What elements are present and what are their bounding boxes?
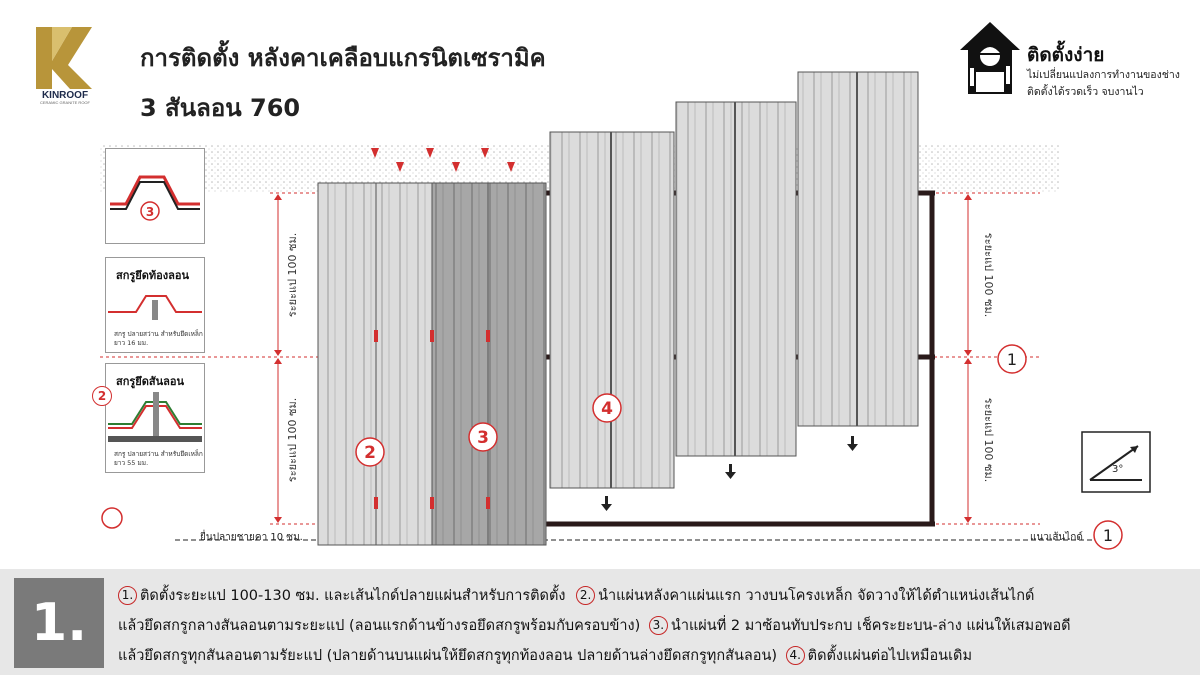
detail-box-crest-screw bbox=[105, 363, 205, 473]
box2-title: สกรูยึดท้องลอน bbox=[116, 269, 189, 282]
dim-left-top: ระยะแป 100 ซม. bbox=[286, 232, 299, 318]
marker-1-right: 1 bbox=[1006, 350, 1018, 369]
detail-box-valley-screw bbox=[105, 257, 205, 353]
page-title: การติดตั้ง หลังคาเคลือบแกรนิตเซรามิค bbox=[140, 44, 546, 72]
step-marker-4: 4. bbox=[786, 646, 805, 665]
step-marker-1: 1. bbox=[118, 586, 137, 605]
marker-1-bottom: 1 bbox=[1102, 526, 1114, 545]
dim-right-bottom: ระยะแป 100 ซม. bbox=[982, 397, 995, 483]
slope-label: 3° bbox=[1112, 464, 1124, 475]
page-subtitle: 3 สันลอน 760 bbox=[140, 94, 301, 122]
instruction-3: นำแผ่นที่ 2 มาซ้อนทับประกบ เช็คระยะบน-ล่าง แผ่นให้เสมอพอดี bbox=[670, 618, 1071, 634]
panel-2 bbox=[376, 183, 434, 545]
marker-3: 3 bbox=[477, 428, 489, 448]
instruction-line-1 bbox=[118, 584, 1034, 607]
easy-install-line2: ติดตั้งได้รวดเร็ว จบงานไว bbox=[1027, 86, 1144, 98]
dim-right-top: ระยะแป 100 ซม. bbox=[982, 232, 995, 318]
instruction-line-2 bbox=[118, 614, 1071, 637]
overhang-label: ยื่นปลายชายคา 10 ซม. bbox=[200, 532, 303, 543]
step-marker-2: 2. bbox=[576, 586, 595, 605]
step-number: 1. bbox=[31, 593, 87, 653]
box1-marker: 3 bbox=[145, 205, 155, 219]
step-marker-3: 3. bbox=[649, 616, 668, 635]
instruction-2: นำแผ่นหลังคาแผ่นแรก วางบนโครงเหล็ก จัดวางให้ได้ตำแหน่งเส้นไกด์ bbox=[598, 588, 1035, 604]
marker-4: 4 bbox=[601, 399, 613, 419]
detail-box-profile bbox=[105, 148, 205, 244]
marker-2: 2 bbox=[364, 443, 376, 463]
panel-1 bbox=[318, 183, 378, 545]
panel-3b bbox=[488, 183, 546, 545]
instruction-1: ติดตั้งระยะแป 100-130 ซม. และเส้นไกด์ปลายแผ่นสำหรับการติดตั้ง bbox=[140, 588, 566, 604]
guide-line-label: แนวเส้นไกด์ bbox=[1030, 532, 1083, 543]
panel-3 bbox=[432, 183, 490, 545]
instruction-4: ติดตั้งแผ่นต่อไปเหมือนเดิม bbox=[807, 648, 973, 664]
box2-note: สกรู ปลายสว่าน สำหรับยึดเหล็ก ยาว 16 มม. bbox=[114, 330, 203, 347]
box3-marker-circle: 2 bbox=[92, 386, 112, 406]
easy-install-line1: ไม่เปลี่ยนแปลงการทำงานของช่าง bbox=[1027, 69, 1180, 81]
brand-name: KINROOF bbox=[41, 90, 89, 101]
box3-title: สกรูยึดสันลอน bbox=[116, 375, 184, 388]
box3-note: สกรู ปลายสว่าน สำหรับยึดเหล็ก ยาว 55 มม. bbox=[114, 450, 203, 467]
instruction-2-cont: แล้วยึดสกรูกลางสันลอนตามระยะแป (ลอนแรกด้านข้างรอยึดสกรูพร้อมกับครอบข้าง) bbox=[118, 618, 641, 634]
instruction-3-cont: แล้วยึดสกรูทุกสันลอนตามรัยะแป (ปลายด้านบนแผ่นให้ยึดสกรูทุกท้องลอน ปลายด้านล่างยึดสกรูทุกสันลอน) bbox=[118, 648, 778, 664]
brand-tagline: CERAMIC GRANITE ROOF bbox=[39, 100, 91, 105]
instruction-line-3 bbox=[118, 644, 972, 667]
dim-left-bottom: ระยะแป 100 ซม. bbox=[286, 397, 299, 483]
easy-install-title: ติดตั้งง่าย bbox=[1027, 44, 1105, 66]
